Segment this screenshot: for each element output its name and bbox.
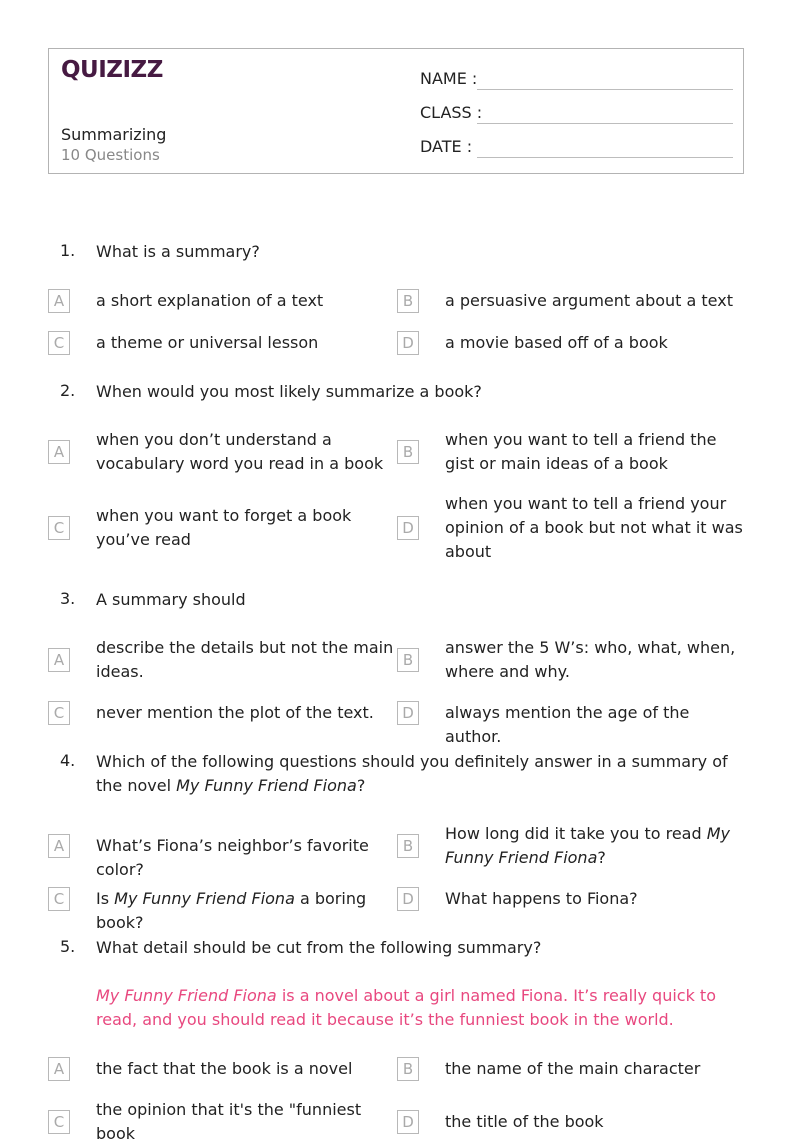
option-box[interactable]: B	[397, 648, 419, 672]
option-box[interactable]: D	[397, 331, 419, 355]
option-text	[96, 887, 396, 935]
option-box[interactable]: C	[48, 887, 70, 911]
question-text	[96, 750, 736, 798]
class-field	[420, 103, 482, 122]
question-text-part: ?	[356, 776, 366, 795]
option-text: a theme or universal lesson	[96, 333, 319, 352]
name-line[interactable]	[477, 89, 733, 90]
question-count: 10 Questions	[61, 146, 160, 164]
option-text-part: a boring book?	[96, 889, 367, 932]
worksheet-title: Summarizing	[61, 125, 167, 144]
quizizz-logo: QUIZIZZ	[61, 57, 163, 83]
option-text: a short explanation of a text	[96, 291, 324, 310]
question-number: 1.	[60, 241, 76, 260]
date-field	[420, 137, 472, 156]
option-box[interactable]: A	[48, 440, 70, 464]
option-text: always mention the age of the author.	[445, 703, 690, 746]
option-text: What’s Fiona’s neighbor’s favorite color?	[96, 836, 369, 879]
book-title: My Funny Friend Fiona	[114, 889, 295, 908]
option-box[interactable]: C	[48, 701, 70, 725]
option-box[interactable]: C	[48, 1110, 70, 1134]
question-number: 2.	[60, 381, 76, 400]
option-text: when you want to tell a friend the gist or main ideas of a book	[445, 430, 717, 473]
option-box[interactable]: B	[397, 834, 419, 858]
option-box[interactable]: B	[397, 1057, 419, 1081]
question-number: 4.	[60, 751, 76, 770]
question-number: 3.	[60, 589, 76, 608]
date-label: DATE :	[420, 137, 473, 156]
option-text: never mention the plot of the text.	[96, 703, 374, 722]
option-box[interactable]: A	[48, 289, 70, 313]
option-text-part: How long did it take you to read	[445, 824, 707, 843]
option-box[interactable]: A	[48, 648, 70, 672]
option-text: describe the details but not the main ideas.	[96, 638, 394, 681]
option-text: a movie based off of a book	[445, 333, 668, 352]
option-text: when you don’t understand a vocabulary word you read in a book	[96, 430, 384, 473]
class-line[interactable]	[477, 123, 733, 124]
option-box[interactable]: C	[48, 331, 70, 355]
option-text: the name of the main character	[445, 1059, 701, 1078]
passage-text: is a novel about a girl named Fiona. It’s really quick to read, and you should read it because it’s the funniest book in the world.	[96, 986, 716, 1029]
option-text: answer the 5 W’s: who, what, when, where and why.	[445, 638, 736, 681]
option-text: when you want to tell a friend your opinion of a book but not what it was about	[445, 494, 743, 561]
summary-passage	[96, 984, 726, 1032]
option-box[interactable]: D	[397, 701, 419, 725]
book-title: My Funny Friend Fiona	[96, 986, 277, 1005]
date-line[interactable]	[477, 157, 733, 158]
option-text	[445, 822, 745, 870]
option-text: the opinion that it's the "funniest book	[96, 1100, 362, 1143]
question-number: 5.	[60, 937, 76, 956]
option-text: a persuasive argument about a text	[445, 291, 733, 310]
option-text: the fact that the book is a novel	[96, 1059, 353, 1078]
option-box[interactable]: B	[397, 440, 419, 464]
name-label: NAME :	[420, 69, 478, 88]
option-text-part: Is	[96, 889, 115, 908]
option-box[interactable]: A	[48, 1057, 70, 1081]
option-box[interactable]: B	[397, 289, 419, 313]
option-box[interactable]: D	[397, 1110, 419, 1134]
option-box[interactable]: A	[48, 834, 70, 858]
book-title: My Funny Friend Fiona	[445, 824, 730, 867]
option-text: when you want to forget a book you’ve read	[96, 506, 352, 549]
worksheet-header	[48, 48, 744, 174]
name-field	[420, 69, 477, 88]
question-text: What is a summary?	[96, 242, 260, 261]
question-text: When would you most likely summarize a book?	[96, 382, 482, 401]
class-label: CLASS :	[420, 103, 483, 122]
question-text: What detail should be cut from the following summary?	[96, 938, 542, 957]
option-text-part: ?	[597, 848, 606, 867]
option-box[interactable]: D	[397, 887, 419, 911]
book-title: My Funny Friend Fiona	[176, 776, 357, 795]
option-text: What happens to Fiona?	[445, 889, 638, 908]
option-box[interactable]: D	[397, 516, 419, 540]
option-box[interactable]: C	[48, 516, 70, 540]
question-text: A summary should	[96, 590, 246, 609]
option-text: the title of the book	[445, 1112, 604, 1131]
question-text-part: Which of the following questions should you definitely answer in a summary of the novel	[96, 752, 728, 795]
